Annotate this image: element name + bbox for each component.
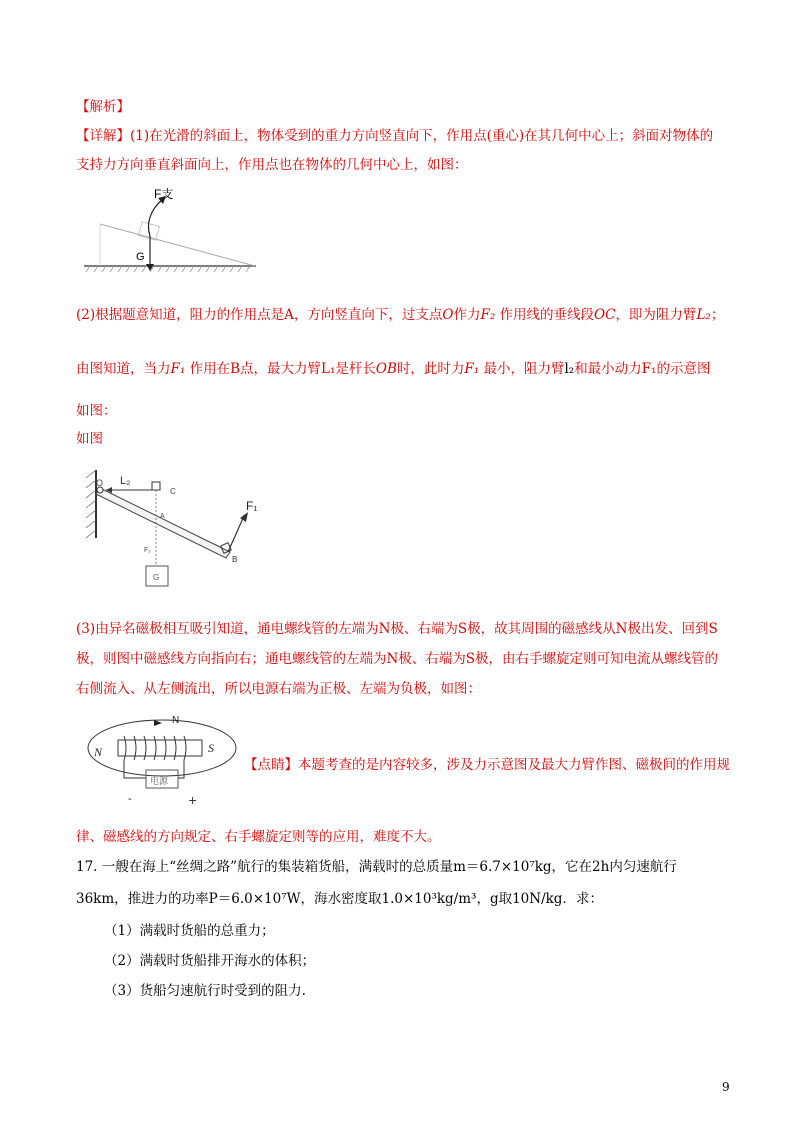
solenoid-core: [118, 740, 202, 756]
p2-oc: OC: [594, 307, 616, 323]
p3-ob: OB: [375, 361, 397, 377]
p1-line1: (1)在光滑的斜面上，物体受到的重力方向竖直向下，作用点(重心)在其几何中心上；斜面对物体的: [130, 128, 714, 144]
label-f1: F₁: [246, 499, 258, 513]
detail-tag: 【详解】: [76, 128, 130, 144]
p3-text-b: 作用在B点，最大力臂L₁是杆长: [185, 361, 376, 377]
p3-line3: 如图: [76, 431, 103, 447]
p2-text-d: ，即为阻力臂: [615, 307, 697, 323]
support-force-label: F支: [154, 187, 174, 201]
p2-line: [76, 304, 730, 326]
p3-l2: l₂: [564, 361, 575, 377]
p3-text-a: 由图知道，当力: [76, 361, 171, 377]
q17-line1: 17. 一艘在海上“丝绸之路”航行的集装箱货船，满载时的总质量m＝6.7×10⁷kg，它在2h内匀速航行: [76, 859, 677, 875]
p4-line2: 极，则图中磁感线方向指向右；通电螺线管的左端为N极、右端为S极，由右手螺旋定则可知电流从螺线管的: [76, 651, 719, 667]
p2-text-b: 作力: [453, 307, 481, 323]
comment-line1: 【点睛】本题考查的是内容较多，涉及力示意图及最大力臂作图、磁极间的作用规: [244, 757, 730, 773]
p2-f2: F₂: [480, 307, 496, 323]
p4-line1: (3)由异名磁极相互吸引知道，通电螺线管的左端为N极、右端为S极，故其周围的磁感线从N极出发、回到S: [76, 621, 718, 637]
q17-sub1: （1）满载时货船的总重力；: [104, 923, 275, 939]
p2-o: O: [442, 307, 454, 323]
p3-text-e: 和最小动力F₁的示意图: [574, 361, 711, 377]
incline-figure: [80, 184, 260, 276]
label-plus: +: [188, 794, 198, 807]
force-f1-arrow: [228, 516, 244, 552]
p3-text-c: 时，此时力: [396, 361, 465, 377]
label-l2: L₂: [120, 475, 131, 487]
p2-l2: L₂: [696, 307, 711, 323]
comment-line2: 律、磁感线的方向规定、右手螺旋定则等的应用，难度不大。: [76, 829, 441, 845]
analysis-heading: 【解析】: [76, 99, 130, 115]
field-arrowhead: [154, 720, 162, 726]
p3-line2: 如图：: [76, 403, 117, 419]
gravity-label: G: [136, 251, 145, 263]
right-angle-c: [152, 482, 160, 490]
wall-hatch: [86, 470, 96, 538]
power-source-label: 电源: [150, 777, 169, 787]
incline-surface: [100, 224, 255, 266]
label-minus: -: [128, 792, 132, 805]
lever-figure: [82, 466, 272, 592]
label-c: C: [170, 487, 176, 496]
label-b: B: [232, 555, 238, 564]
p2-text-a: (2)根据题意知道，阻力的作用点是A，方向竖直向下，过支点: [76, 307, 443, 323]
label-o: O: [96, 478, 104, 488]
p3-f1a: F₁: [170, 361, 186, 377]
q17-sub3: （3）货船匀速航行时受到的阻力.: [104, 983, 306, 999]
q17-line2: 36km，推进力的功率P＝6.0×10⁷W，海水密度取1.0×10³kg/m³，g取10N/kg．求：: [76, 891, 603, 907]
p1-line2: 支持力方向垂直斜面向上，作用点也在物体的几何中心上，如图：: [76, 157, 468, 173]
label-n-top: N: [172, 715, 180, 726]
ground-hatch: [86, 266, 250, 272]
support-arrow: [149, 200, 163, 236]
solenoid-figure: [84, 706, 240, 810]
q17-sub2: （2）满载时货船排开海水的体积；: [104, 953, 316, 969]
p2-text-e: ；: [710, 307, 725, 323]
force-f1-arrowhead: [240, 512, 248, 522]
p2-text-c: 作用线的垂线段: [495, 307, 595, 323]
p3-text-d: 最小，阻力臂: [479, 361, 565, 377]
label-g: G: [153, 573, 160, 582]
label-n-left: N: [94, 745, 103, 759]
p3-f1b: F₁: [464, 361, 480, 377]
detail-paragraph-1: [76, 125, 730, 147]
page-number: 9: [722, 1080, 730, 1094]
label-f2: F₂: [144, 547, 151, 554]
label-a: A: [160, 513, 165, 520]
p4-line3: 右侧流入、从左侧流出，所以电源右端为正极、左端为负极，如图：: [76, 681, 481, 697]
lever-rod: [96, 488, 230, 558]
p3-line1: [76, 358, 730, 380]
label-s-right: S: [208, 741, 214, 755]
